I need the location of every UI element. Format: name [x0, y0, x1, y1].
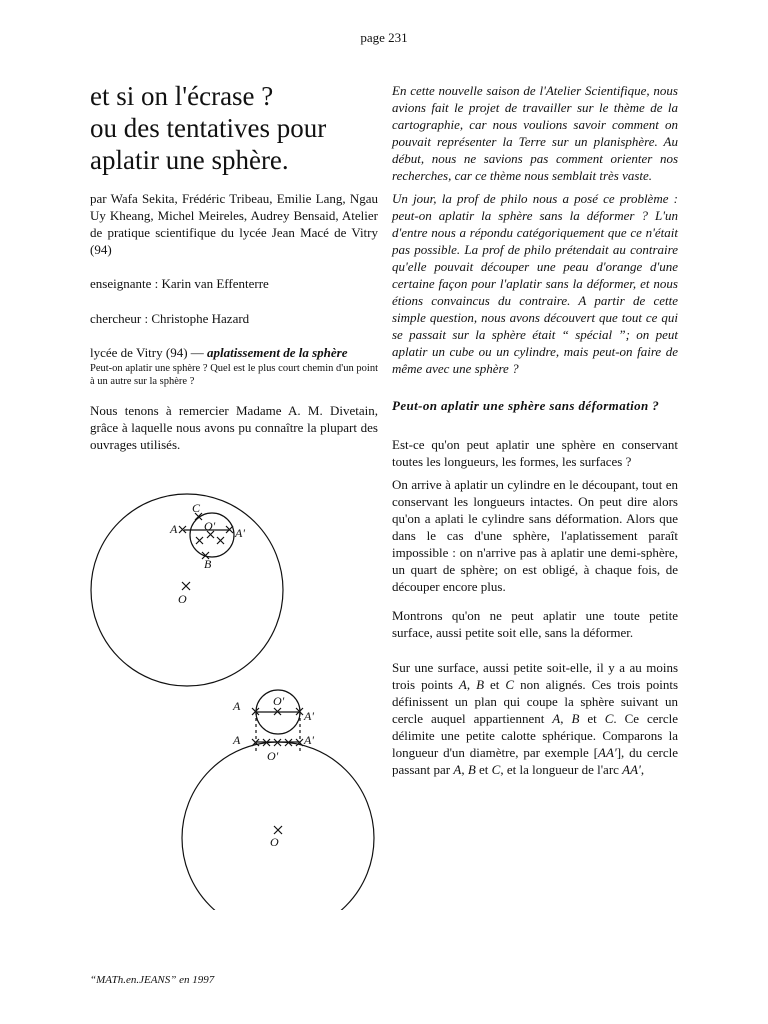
p4-point-C-2: C	[604, 711, 614, 726]
large-circle-bottom	[182, 742, 374, 910]
p4-and-2: et	[579, 711, 605, 726]
label-O: O	[178, 592, 187, 606]
topic-title: aplatissement de la sphère	[207, 345, 348, 360]
p4-text-d: ], du cercle passant par	[392, 745, 678, 777]
p4-text-a: Sur une surface, aussi petite soit-elle, il y a au moins trois points	[392, 660, 678, 692]
p4-point-A: A	[458, 677, 467, 692]
title-line-2: ou des tentatives pour	[90, 113, 327, 143]
section-paragraph-4	[392, 659, 678, 778]
p4-comma-3: ,	[461, 762, 468, 777]
label-A-up: A	[233, 699, 241, 713]
p4-point-C-3: C	[491, 762, 501, 777]
acknowledgements: Nous tenons à remercier Madame A. M. Divetain, grâce à laquelle nous avons pu connaître la plupart des ouvrages utilisés.	[90, 403, 378, 452]
section-heading: Peut-on aplatir une sphère sans déformation ?	[392, 398, 660, 413]
p4-point-A-2: A	[552, 711, 561, 726]
school-name: lycée de Vitry (94) —	[90, 345, 204, 360]
p4-point-A-3: A	[453, 762, 462, 777]
p4-text-e: , et la longueur de l'arc	[500, 762, 623, 777]
sphere-diagram	[80, 490, 380, 910]
researcher-line: chercheur : Christophe Hazard	[90, 311, 250, 326]
label-Aprime: A'	[235, 526, 245, 540]
authors: par Wafa Sekita, Frédéric Tribeau, Emilie Lang, Ngau Uy Kheang, Michel Meireles, Audrey Bensaid, Atelier de pratique scientifique du lycée Jean Macé de Vitry (94)	[90, 191, 378, 257]
p4-point-C: C	[505, 677, 515, 692]
p4-segment-AA: AA'	[598, 745, 617, 760]
article-title	[90, 80, 378, 176]
page-number: page 231	[360, 30, 408, 45]
footer: “MATh.en.JEANS” en 1997	[90, 974, 215, 986]
p4-point-B-3: B	[467, 762, 476, 777]
right-column	[392, 82, 678, 778]
label-O-bottom: O	[270, 835, 279, 849]
research-question: Peut-on aplatir une sphère ? Quel est le plus court chemin d'un point à un autre sur la sphère ?	[90, 363, 378, 387]
title-line-1: et si on l'écrase ?	[90, 81, 274, 111]
label-C: C	[192, 501, 201, 515]
label-Oprime: O'	[204, 519, 216, 533]
section-paragraph-2: On arrive à aplatir un cylindre en le découpant, tout en conservant les longueurs intactes. On peut dire alors qu'on a aplati le cylindre sans déformation. Alors que dans le cas d'une sphère, l'aplatissement paraît impossible : on n'arrive pas à aplatir une demi-sphère, un quart de sphère; on est obligé, à chaque fois, de découper encore plus.	[392, 477, 678, 594]
large-circle-top	[91, 494, 283, 686]
p4-comma-1: ,	[466, 677, 477, 692]
school-block	[90, 345, 378, 388]
label-A: A	[170, 522, 178, 536]
p4-arc-AA: AA'	[622, 762, 641, 777]
teacher-line: enseignante : Karin van Effenterre	[90, 276, 269, 291]
section-paragraph-3: Montrons qu'on ne peut aplatir une toute petite surface, aussi petite soit elle, sans la déformer.	[392, 608, 678, 640]
intro-paragraph-1: En cette nouvelle saison de l'Atelier Scientifique, nous avions fait le projet de travailler sur le thème de la cartographie, car nous voulions savoir comment on pouvait représenter la Terre sur un planisphère. Au début, nous ne savions pas comment orienter nos recherches, car ce thème nous semblait très vaste.	[392, 83, 678, 183]
sphere-diagram-svg	[80, 490, 380, 910]
p4-text-c: . Ce cercle délimite une petite calotte sphérique. Comparons la longueur d'un diamètre, par exemple [	[392, 711, 679, 760]
p4-comma-2: ,	[560, 711, 572, 726]
title-line-3: aplatir une sphère.	[90, 145, 289, 175]
p4-and-1: et	[484, 677, 506, 692]
cross-O-bottom	[274, 826, 282, 834]
label-Oprime-low: O'	[267, 749, 279, 763]
intro-paragraph-2: Un jour, la prof de philo nous a posé ce problème : peut-on aplatir la sphère sans la déformer ? L'un d'entre nous a répondu catégoriquement que ce n'était pas possible. La prof de philo prétendait au contraire qu'elle pouvait découper une peau d'orange d'une certaine façon pour l'aplatir sans la déformer, et nous étions convaincus du contraire. A partir de cette simple question, nous avons découvert que tout ce qui se passait sur la sphère était “ spécial ”; on peut aplatir un cube ou un cylindre, mais peut-on faire de même avec une sphère ?	[392, 191, 678, 376]
p4-point-B-2: B	[571, 711, 580, 726]
cross-mid1-top	[196, 537, 203, 544]
p4-text-b: non alignés. Ces trois points définissent un plan qui coupe la sphère suivant un cercle auquel appartiennent	[392, 677, 679, 726]
label-A-low: A	[233, 733, 241, 747]
p4-text-f: ,	[640, 762, 645, 777]
section-paragraph-1: Est-ce qu'on peut aplatir une sphère en conservant toutes les longueurs, les formes, les surfaces ?	[392, 437, 678, 469]
p4-and-3: et	[475, 762, 492, 777]
p4-point-B: B	[476, 677, 485, 692]
left-column	[90, 80, 378, 453]
label-Oprime-up: O'	[273, 694, 285, 708]
label-B: B	[204, 557, 212, 571]
cross-O-top	[182, 582, 190, 590]
school-heading	[90, 345, 378, 360]
label-Aprime-up: A'	[304, 709, 314, 723]
cross-mid2-top	[217, 537, 224, 544]
label-Aprime-low: A'	[304, 733, 314, 747]
